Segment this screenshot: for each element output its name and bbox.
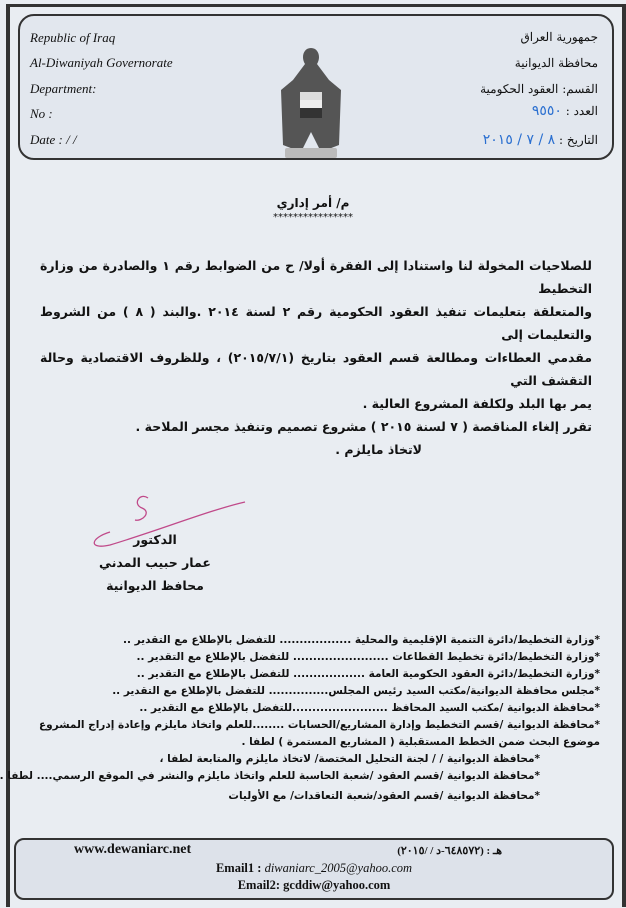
subject-stars: **************** bbox=[273, 212, 353, 223]
body-line: تقرر إلغاء المناقصة ( ٧ لسنة ٢٠١٥ ) مشروع تصميم وتنفيذ مجسر الملاحة . bbox=[135, 419, 592, 434]
list-item: *وزارة التخطيط/دائرة تخطيط القطاعات ........................ للتفضل بالإطلاع مع التقدير .. bbox=[136, 651, 600, 663]
ar-date bbox=[483, 132, 598, 148]
list-item: *وزارة التخطيط/دائرة العقود الحكومية العامة .................. للتفضل بالإطلاع مع التقدير .. bbox=[136, 668, 600, 680]
ar-governorate: محافظة الديوانية bbox=[514, 56, 598, 70]
footer-phone: هـ : (٦٤٨٥٧٢-د / /٢٠١٥) bbox=[397, 845, 502, 857]
list-item: *محافظة الديوانية /قسم العقود /شعبة الحاسبة للعلم واتخاذ مايلزم والنشر في الموقع الرسمي.... لطفا . bbox=[0, 770, 540, 782]
closing-line: لاتخاذ مايلزم . bbox=[335, 442, 422, 457]
en-governorate: Al-Diwaniyah Governorate bbox=[30, 55, 173, 70]
list-item: *وزارة التخطيط/دائرة التنمية الإقليمية والمحلية .................. للتفضل بالإطلاع مع التقدير .. bbox=[123, 634, 600, 646]
number-value: ٩٥٥٠ bbox=[531, 103, 562, 119]
subject-title: م/ أمر إداري bbox=[276, 196, 350, 210]
en-country: Republic of Iraq bbox=[30, 30, 116, 45]
eagle-emblem-icon bbox=[273, 40, 349, 162]
list-item: *محافظة الديوانية / / لجنة التحليل المختصة/ لاتخاذ مايلزم والمتابعة لطفا ، bbox=[159, 753, 540, 765]
signature-block bbox=[80, 528, 230, 597]
date-value: ٨ / ٧ / ٢٠١٥ bbox=[482, 132, 556, 148]
list-item: *محافظة الديوانية /مكتب السيد المحافظ ........................للتفضل بالإطلاع مع التقدير .. bbox=[139, 702, 600, 714]
email1-link[interactable]: diwaniarc_2005@yahoo.com bbox=[264, 861, 413, 875]
en-no: No : bbox=[30, 106, 53, 121]
body-text bbox=[40, 254, 592, 461]
signatory-position: محافظ الديوانية bbox=[106, 578, 204, 593]
en-date: Date : / / bbox=[30, 132, 77, 147]
body-line: يمر بها البلد ولكلفة المشروع العالية . bbox=[362, 396, 592, 411]
email1-label: Email1 : bbox=[215, 861, 262, 875]
footer-email1 bbox=[16, 861, 612, 876]
footer bbox=[14, 838, 614, 900]
footer-email2[interactable]: Email2: gcddiw@yahoo.com bbox=[237, 878, 391, 892]
body-line: مقدمي العطاءات ومطالعة قسم العقود بتاريخ (٢٠١٥/٧/١) ، وللظروف الاقتصادية وحالة التقشف التي bbox=[40, 350, 592, 388]
list-item: *مجلس محافظة الديوانية/مكتب السيد رئيس المجلس............... للتفضل بالإطلاع مع التقدير .. bbox=[112, 685, 600, 697]
ar-country: جمهورية العراق bbox=[520, 30, 598, 44]
website-link[interactable]: www.dewaniarc.net bbox=[74, 842, 192, 857]
ar-department: القسم: العقود الحكومية bbox=[480, 82, 598, 96]
list-item: *محافظة الديوانية /قسم التخطيط وإدارة المشاريع/الحسابات ........للعلم واتخاذ مايلزم وإعادة إدراج المشروع bbox=[38, 719, 600, 731]
signatory-title: الدكتور bbox=[133, 532, 177, 547]
signatory-name: عمار حبيب المدني bbox=[99, 555, 211, 570]
date-label: التاريخ : bbox=[558, 133, 598, 147]
ar-number bbox=[532, 103, 598, 119]
distribution-list bbox=[0, 632, 600, 805]
list-item: موضوع البحث ضمن الخطط المستقبلية ( المشاريع المستمرة ) لطفا . bbox=[241, 736, 600, 748]
number-label: العدد : bbox=[565, 104, 598, 118]
body-line: للصلاحيات المخولة لنا واستنادا إلى الفقرة أولا/ ح من الضوابط رقم ١ والصادرة من وزارة التخطيط bbox=[40, 258, 593, 296]
list-item: *محافظة الديوانية /قسم العقود/شعبة التعاقدات/ مع الأوليات bbox=[228, 790, 540, 802]
en-department: Department: bbox=[30, 81, 97, 96]
body-line: والمتعلقة بتعليمات تنفيذ العقود الحكومية رقم ٢ لسنة ٢٠١٤ .والبند ( ٨ ) من الشروط والتعليمات إلى bbox=[40, 304, 592, 342]
